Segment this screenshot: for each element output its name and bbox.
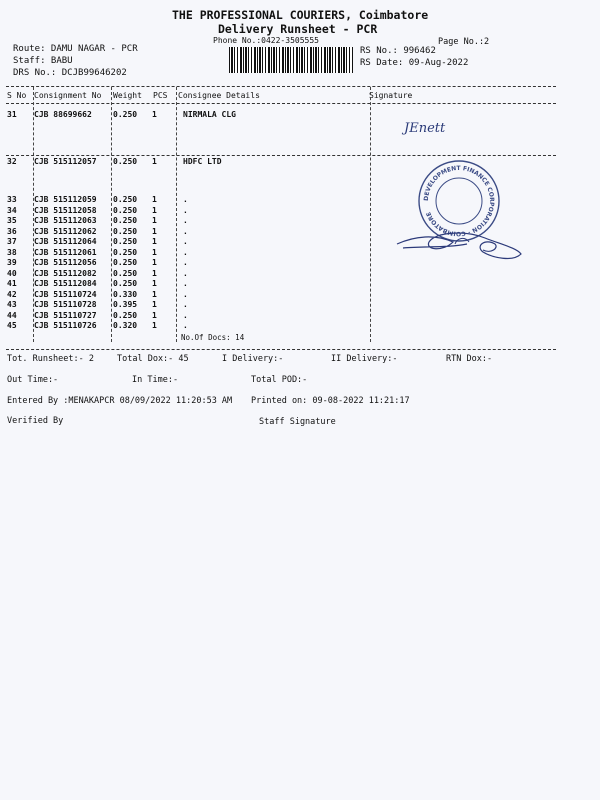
i-delivery: I Delivery:- [222,354,284,364]
total-pod: Total POD:- [251,375,308,385]
rs-number: RS No.: 996462 [360,46,436,56]
barcode [229,47,353,73]
document-title: Delivery Runsheet - PCR [218,22,378,36]
phone-number: Phone No.:0422-3505555 [213,36,319,45]
signature-scribble [395,224,525,266]
handwritten-signature: JEnett [404,121,446,136]
col-consignment: Consignment No [34,91,102,100]
col-pcs: PCS [153,91,168,100]
printed-on: Printed on: 09-08-2022 11:21:17 [251,396,410,406]
col-sep [111,87,112,342]
verified-by: Verified By [7,416,64,426]
col-consignee: Consignee Details [178,91,260,100]
staff-signature: Staff Signature [259,417,336,427]
route: Route: DAMU NAGAR - PCR [13,44,138,54]
staff: Staff: BABU [13,56,73,66]
header-top-rule [6,86,556,87]
rs-date: RS Date: 09-Aug-2022 [360,58,469,68]
col-sep [370,87,371,342]
rtn-dox: RTN Dox:- [446,354,493,364]
total-dox: Total Dox:- 45 [117,354,189,364]
drs-number: DRS No.: DCJB99646202 [13,68,127,78]
table-bottom-rule [6,349,556,350]
ii-delivery: II Delivery:- [331,354,398,364]
company-title: THE PROFESSIONAL COURIERS, Coimbatore [172,8,429,22]
no-of-docs: No.Of Docs: 14 [181,333,245,342]
entered-by: Entered By :MENAKAPCR 08/09/2022 11:20:53 AM [7,396,233,406]
stamp-text: DEVELOPMENT FINANCE CORPORATION · COIMBATORE [422,164,496,238]
col-signature: Signature [369,91,413,100]
col-sep [176,87,177,342]
col-weight: Weight [113,91,142,100]
out-time: Out Time:- [7,375,59,385]
page-number: Page No.:2 [438,37,490,47]
header-bottom-rule [6,103,556,104]
tot-runsheet: Tot. Runsheet:- 2 [7,354,94,364]
in-time: In Time:- [132,375,179,385]
col-sno: S No [7,91,27,100]
